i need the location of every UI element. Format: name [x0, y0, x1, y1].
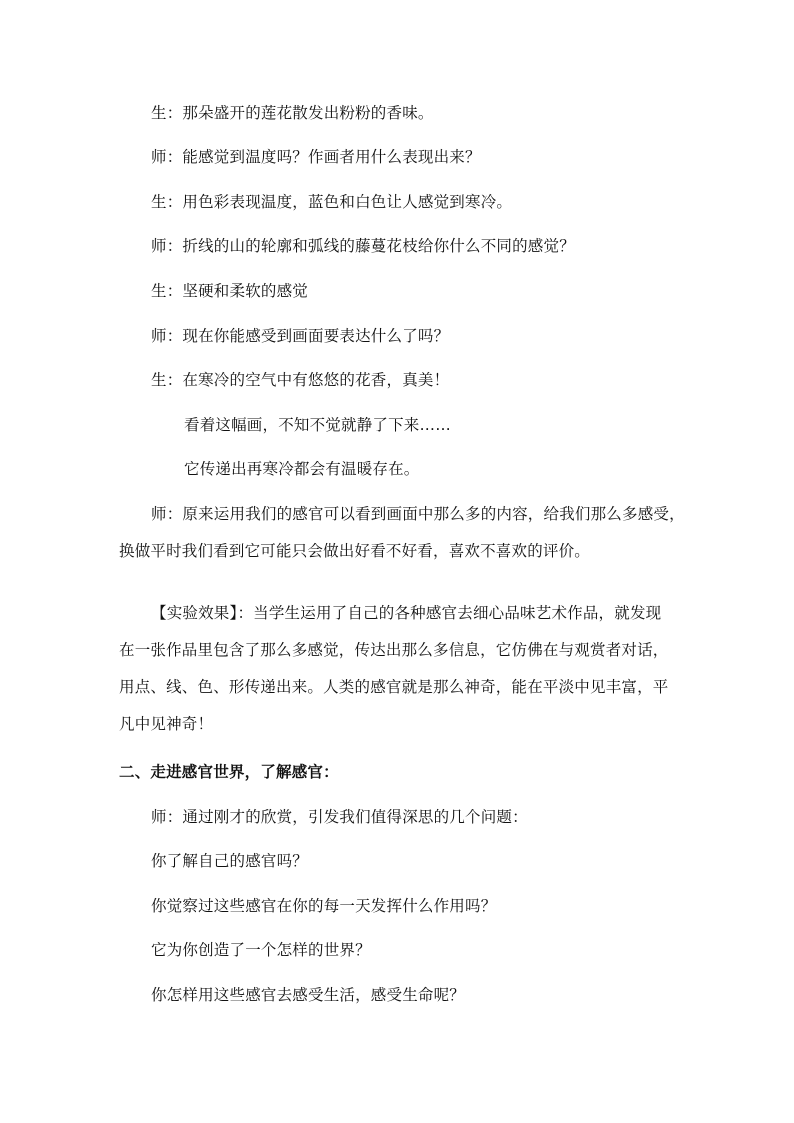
paragraph-line: 【实验效果】：当学生运用了自己的各种感官去细心品味艺术作品，就发现: [151, 604, 662, 622]
section-heading: 二、走进感官世界，了解感官：: [119, 763, 339, 781]
dialogue-line: 它传递出再寒冷都会有温暖存在。: [184, 460, 420, 478]
dialogue-line: 生：坚硬和柔软的感觉: [151, 282, 309, 300]
effect-paragraph: [119, 595, 669, 743]
question-line: 你了解自己的感官吗？: [151, 852, 309, 870]
question-line: 它为你创造了一个怎样的世界？: [151, 941, 371, 959]
dialogue-line: 生：那朵盛开的莲花散发出粉粉的香味。: [151, 104, 434, 122]
question-line: 你怎样用这些感官去感受生活，感受生命呢？: [151, 986, 466, 1004]
dialogue-line: 师：现在你能感受到画面要表达什么了吗？: [151, 327, 450, 345]
dialogue-line: 生：用色彩表现温度，蓝色和白色让人感觉到寒冷。: [151, 193, 513, 211]
paragraph-line: 师：原来运用我们的感官可以看到画面中那么多的内容，给我们那么多感受，: [151, 505, 685, 523]
teacher-summary-paragraph: [119, 496, 685, 570]
dialogue-line: 生：在寒冷的空气中有悠悠的花香，真美！: [151, 371, 450, 389]
paragraph-line: 换做平时我们看到它可能只会做出好看不好看，喜欢不喜欢的评价。: [119, 542, 591, 560]
question-line: 你觉察过这些感官在你的每一天发挥什么作用吗？: [151, 897, 497, 915]
dialogue-line: 师：折线的山的轮廓和弧线的藤蔓花枝给你什么不同的感觉？: [151, 237, 575, 255]
question-line: 师：通过刚才的欣赏，引发我们值得深思的几个问题：: [151, 808, 528, 826]
dialogue-line: 师：能感觉到温度吗？作画者用什么表现出来？: [151, 148, 481, 166]
paragraph-line: 用点、线、色、形传递出来。人类的感官就是那么神奇，能在平淡中见丰富，平: [119, 678, 669, 696]
dialogue-line: 看着这幅画，不知不觉就静了下来……: [184, 416, 451, 434]
paragraph-line: 凡中见神奇！: [119, 715, 214, 733]
paragraph-line: 在一张作品里包含了那么多感觉，传达出那么多信息，它仿佛在与观赏者对话，: [119, 641, 669, 659]
